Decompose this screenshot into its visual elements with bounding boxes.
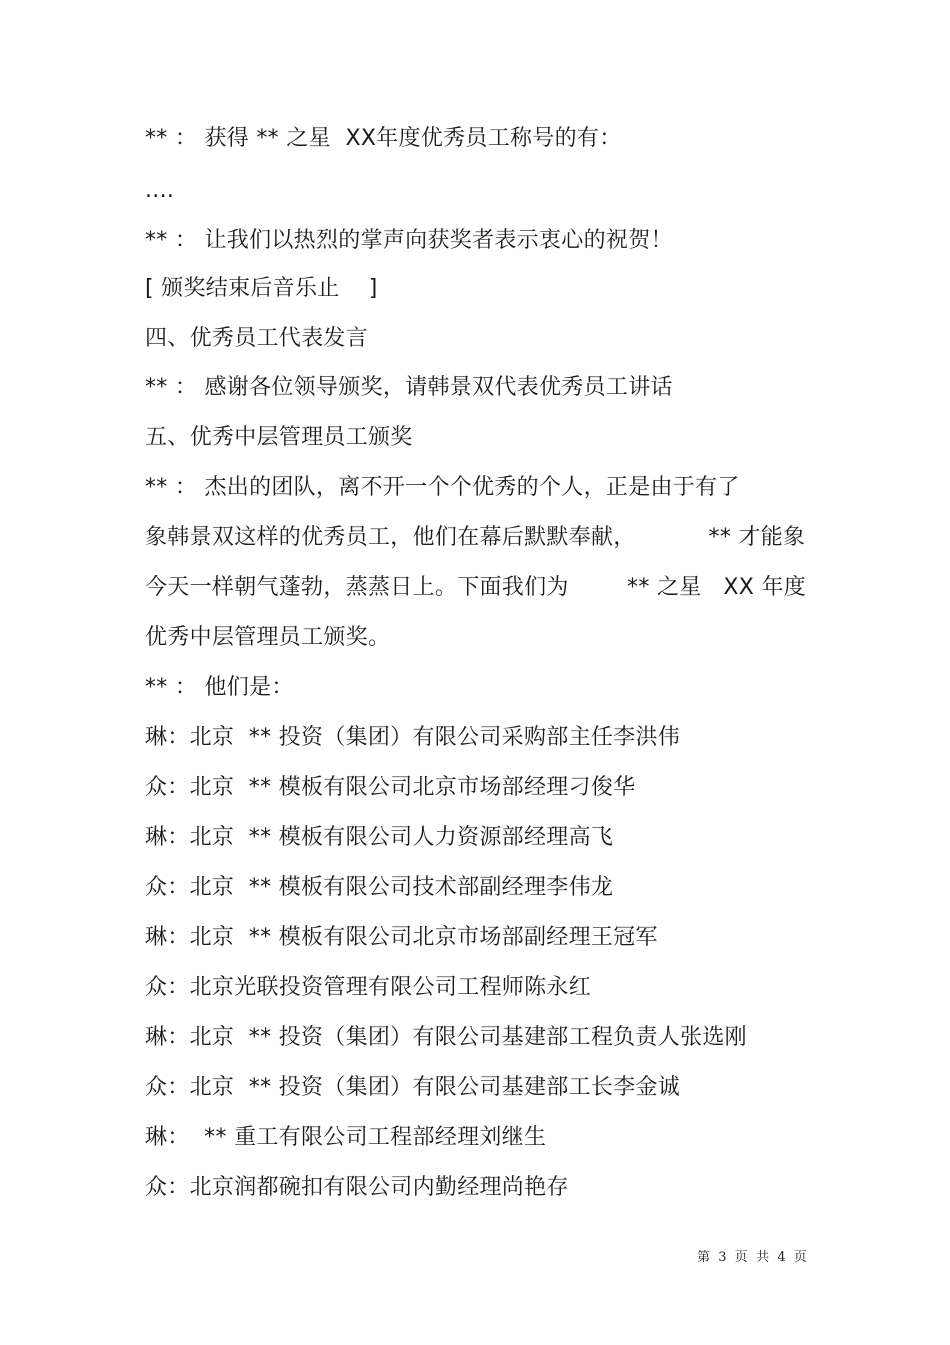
awardee-line-6: 众：北京光联投资管理有限公司工程师陈永红 — [145, 975, 592, 1000]
text-line-4: [ 颁奖结束后音乐止 ] — [145, 276, 378, 301]
paragraph-line-1: ** ： 杰出的团队，离不开一个个优秀的个人，正是由于有了 — [145, 475, 740, 500]
paragraph-line-3: 今天一样朝气蓬勃，蒸蒸日上。下面我们为 ** 之星 XX 年度 — [145, 575, 807, 600]
text-line-12: ** ： 他们是： — [145, 675, 294, 700]
awardee-line-1: 琳：北京 ** 投资（集团）有限公司采购部主任李洪伟 — [145, 725, 681, 750]
awardee-line-10: 众：北京润都碗扣有限公司内勤经理尚艳存 — [145, 1175, 569, 1200]
awardee-line-7: 琳：北京 ** 投资（集团）有限公司基建部工程负责人张选刚 — [145, 1025, 747, 1050]
awardee-line-5: 琳：北京 ** 模板有限公司北京市场部副经理王冠军 — [145, 925, 658, 950]
section-heading-5: 五、优秀中层管理员工颁奖 — [145, 425, 413, 450]
paragraph-line-4: 优秀中层管理员工颁奖。 — [145, 625, 391, 650]
text-line-3: ** ： 让我们以热烈的掌声向获奖者表示衷心的祝贺！ — [145, 228, 673, 253]
awardee-line-4: 众：北京 ** 模板有限公司技术部副经理李伟龙 — [145, 875, 614, 900]
page-number-footer: 第 3 页 共 4 页 — [697, 1250, 807, 1265]
awardee-line-2: 众：北京 ** 模板有限公司北京市场部经理刁俊华 — [145, 775, 636, 800]
awardee-line-8: 众：北京 ** 投资（集团）有限公司基建部工长李金诚 — [145, 1075, 681, 1100]
awardee-line-9: 琳： ** 重工有限公司工程部经理刘继生 — [145, 1125, 547, 1150]
awardee-line-3: 琳：北京 ** 模板有限公司人力资源部经理高飞 — [145, 825, 614, 850]
text-line-6: ** ： 感谢各位领导颁奖，请韩景双代表优秀员工讲话 — [145, 375, 673, 400]
section-heading-4: 四、优秀员工代表发言 — [145, 326, 369, 351]
text-line-1: ** ： 获得 ** 之星 XX年度优秀员工称号的有： — [145, 126, 622, 151]
text-line-2: .... — [145, 178, 175, 203]
paragraph-line-2: 象韩景双这样的优秀员工，他们在幕后默默奉献， ** 才能象 — [145, 525, 806, 550]
